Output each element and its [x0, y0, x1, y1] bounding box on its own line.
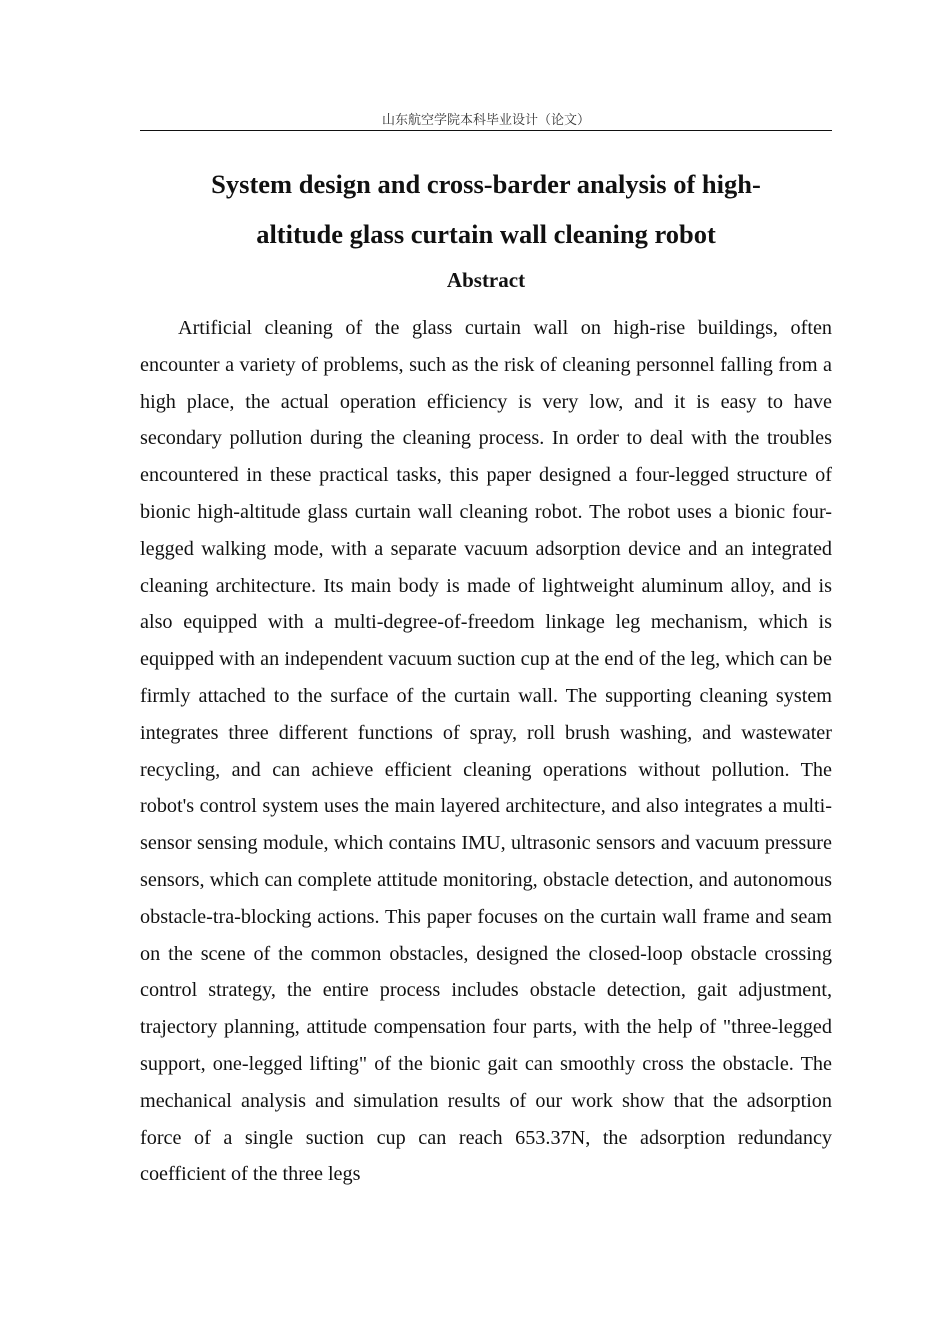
paper-title-line-2: altitude glass curtain wall cleaning robot	[256, 219, 716, 249]
abstract-paragraph: Artificial cleaning of the glass curtain wall on high-rise buildings, often encounter a variety of problems, such as the risk of cleaning personnel falling from a high place, the actual operation efficiency is very low, and it is easy to have secondary pollution during the cleaning process. In order to deal with the troubles encountered in these practical tasks, this paper designed a four-legged structure of bionic high-altitude glass curtain wall cleaning robot. The robot uses a bionic four-legged walking mode, with a separate vacuum adsorption device and an integrated cleaning architecture. Its main body is made of lightweight aluminum alloy, and is also equipped with a multi-degree-of-freedom linkage leg mechanism, which is equipped with an independent vacuum suction cup at the end of the leg, which can be firmly attached to the surface of the curtain wall. The supporting cleaning system integrates three different functions of spray, roll brush washing, and wastewater recycling, and can achieve efficient cleaning operations without pollution. The robot's control system uses the main layered architecture, and also integrates a multi-sensor sensing module, which contains IMU, ultrasonic sensors and vacuum pressure sensors, which can complete attitude monitoring, obstacle detection, and autonomous obstacle-tra-blocking actions. This paper focuses on the curtain wall frame and seam on the scene of the common obstacles, designed the closed-loop obstacle crossing control strategy, the entire process includes obstacle detection, gait adjustment, trajectory planning, attitude compensation four parts, with the help of "three-legged support, one-legged lifting" of the bionic gait can smoothly cross the obstacle. The mechanical analysis and simulation results of our work show that the adsorption force of a single suction cup can reach 653.37N, the adsorption redundancy coefficient of the three legs	[140, 317, 832, 1186]
paper-title-line-1: System design and cross-barder analysis of high-	[211, 169, 761, 199]
header-rule	[140, 130, 832, 131]
running-header: 山东航空学院本科毕业设计（论文）	[381, 113, 590, 128]
abstract-heading: Abstract	[446, 268, 526, 292]
paper-title	[140, 159, 832, 259]
